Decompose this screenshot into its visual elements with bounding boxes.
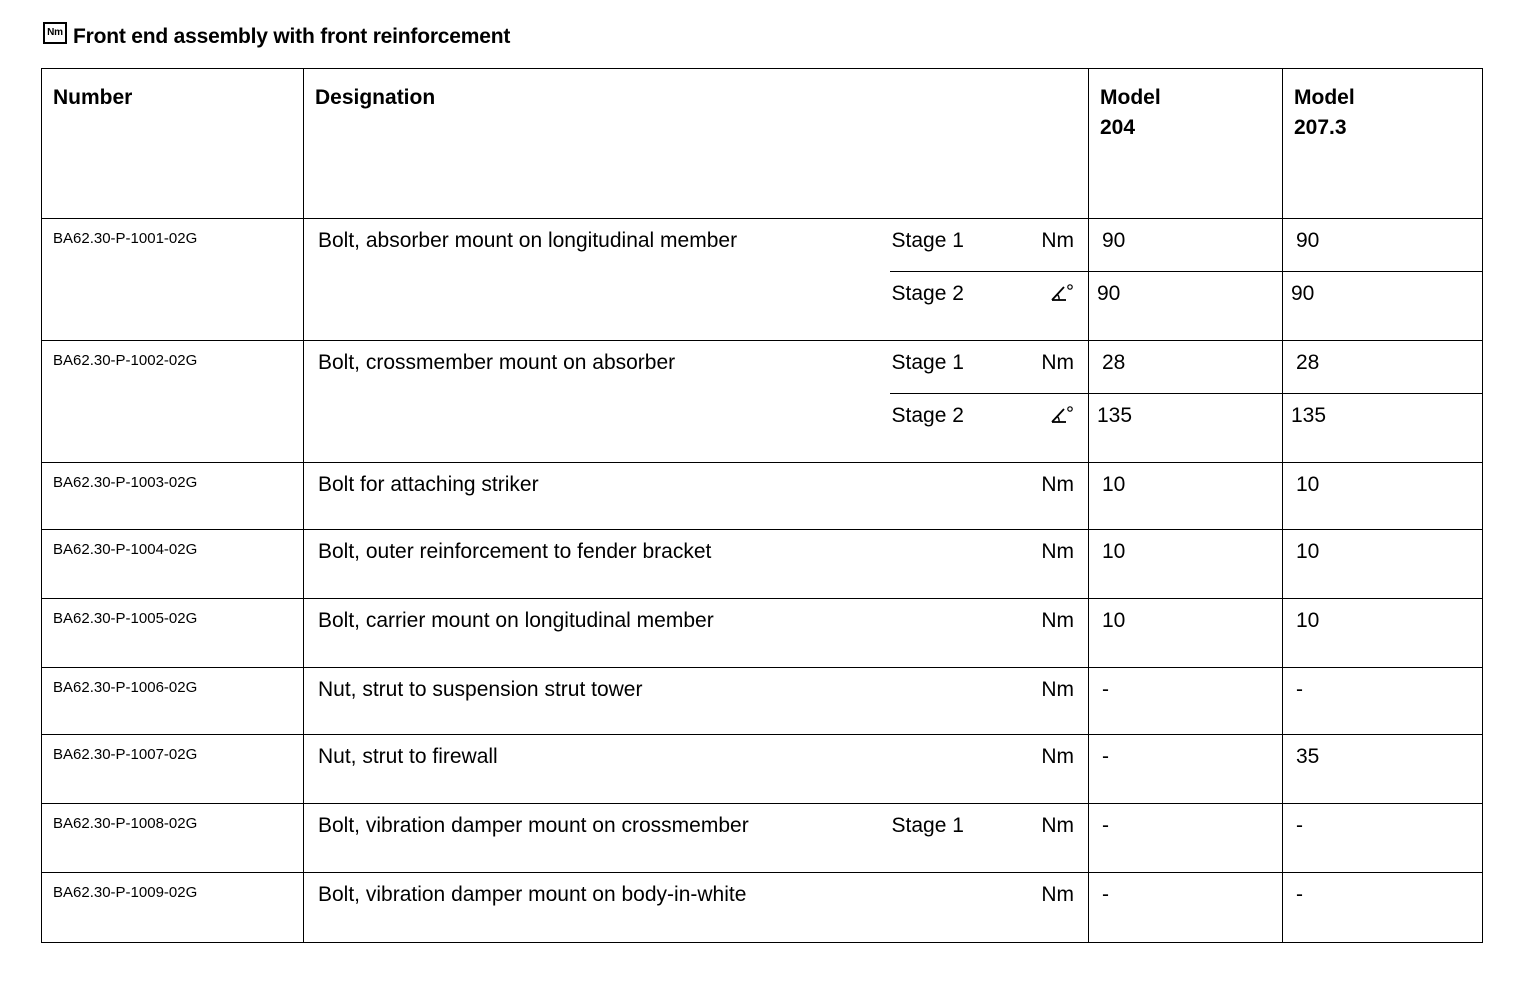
row-unit: Nm [1025,668,1089,735]
row-value-model-207: 35 [1283,735,1483,804]
page-title [43,22,510,52]
header-number: Number [42,69,304,219]
row-value-model-207: 10 [1283,463,1483,530]
table-row [42,873,1483,943]
row-value-model-204: 90 [1089,272,1283,341]
row-stage [890,463,1025,530]
row-value-model-207: - [1283,873,1483,943]
row-designation: Bolt, carrier mount on longitudinal member [304,599,890,668]
row-unit: Nm [1025,219,1089,272]
row-number: BA62.30-P-1001-02G [42,219,304,341]
header-model-207-line1: Model [1294,86,1355,109]
torque-nm-icon: Nm [43,22,67,44]
row-unit: Nm [1025,735,1089,804]
row-stage: Stage 1 [890,341,1025,394]
row-designation: Bolt, absorber mount on longitudinal member [304,219,890,341]
row-value-model-204: 10 [1089,599,1283,668]
row-stage: Stage 2 [890,394,1025,463]
row-value-model-204: - [1089,804,1283,873]
table-row [42,341,1483,394]
row-value-model-204: 135 [1089,394,1283,463]
row-designation: Bolt, vibration damper mount on body-in-white [304,873,890,943]
table-row [42,735,1483,804]
row-number: BA62.30-P-1009-02G [42,873,304,943]
row-stage [890,873,1025,943]
row-value-model-204: - [1089,873,1283,943]
row-designation: Bolt, crossmember mount on absorber [304,341,890,463]
row-value-model-204: 10 [1089,463,1283,530]
row-number: BA62.30-P-1008-02G [42,804,304,873]
row-unit: Nm [1025,463,1089,530]
row-stage [890,530,1025,599]
row-unit: Nm [1025,341,1089,394]
row-value-model-204: - [1089,668,1283,735]
row-unit: Nm [1025,599,1089,668]
row-value-model-204: 90 [1089,219,1283,272]
row-designation: Bolt, vibration damper mount on crossmember [304,804,890,873]
header-model-204 [1089,69,1283,219]
row-designation: Nut, strut to suspension strut tower [304,668,890,735]
row-stage: Stage 1 [890,804,1025,873]
header-designation: Designation [304,69,1089,219]
angle-degree-icon [1050,283,1074,303]
row-stage [890,599,1025,668]
row-unit-angle [1025,272,1089,341]
row-designation: Bolt for attaching striker [304,463,890,530]
angle-degree-icon [1050,405,1074,425]
row-stage: Stage 2 [890,272,1025,341]
row-stage: Stage 1 [890,219,1025,272]
row-unit: Nm [1025,530,1089,599]
row-number: BA62.30-P-1003-02G [42,463,304,530]
row-value-model-207: - [1283,804,1483,873]
header-model-207 [1283,69,1483,219]
row-value-model-207: - [1283,668,1483,735]
row-value-model-207: 10 [1283,530,1483,599]
row-value-model-207: 135 [1283,394,1483,463]
row-value-model-204: 10 [1089,530,1283,599]
table-row [42,530,1483,599]
row-unit: Nm [1025,804,1089,873]
table-row [42,219,1483,272]
table-header-row [42,69,1483,219]
torque-table [41,68,1483,943]
header-model-207-line2: 207.3 [1294,116,1347,139]
row-value-model-204: - [1089,735,1283,804]
table-row [42,599,1483,668]
row-value-model-207: 10 [1283,599,1483,668]
table-row [42,463,1483,530]
row-unit: Nm [1025,873,1089,943]
row-value-model-207: 90 [1283,219,1483,272]
row-designation: Bolt, outer reinforcement to fender bracket [304,530,890,599]
row-stage [890,668,1025,735]
table-row [42,668,1483,735]
row-number: BA62.30-P-1007-02G [42,735,304,804]
row-number: BA62.30-P-1005-02G [42,599,304,668]
header-model-204-line2: 204 [1100,116,1136,139]
row-value-model-204: 28 [1089,341,1283,394]
row-stage [890,735,1025,804]
page-title-text: Front end assembly with front reinforcement [73,25,511,48]
row-number: BA62.30-P-1006-02G [42,668,304,735]
row-value-model-207: 90 [1283,272,1483,341]
row-unit-angle [1025,394,1089,463]
row-number: BA62.30-P-1004-02G [42,530,304,599]
row-designation: Nut, strut to firewall [304,735,890,804]
header-model-204-line1: Model [1100,86,1161,109]
table-row [42,804,1483,873]
row-value-model-207: 28 [1283,341,1483,394]
row-number: BA62.30-P-1002-02G [42,341,304,463]
